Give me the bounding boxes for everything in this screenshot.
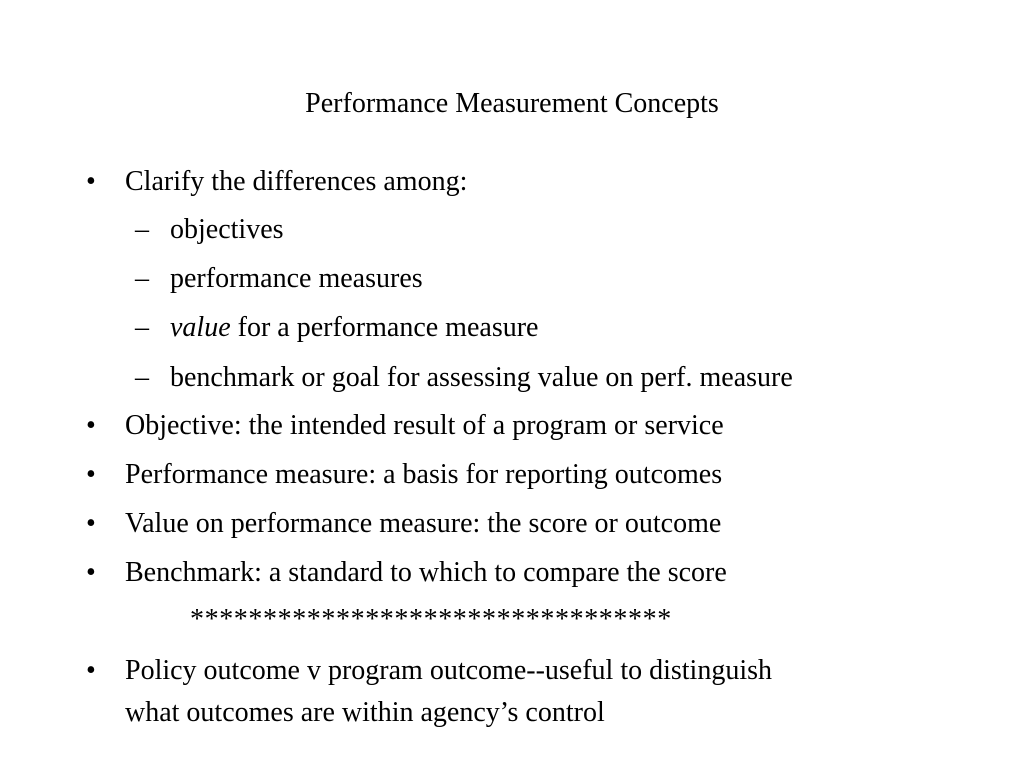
bullet-objective-definition: Objective: the intended result of a program or service bbox=[125, 410, 724, 441]
dash-marker: – bbox=[135, 214, 149, 245]
bullet-marker: • bbox=[86, 655, 96, 686]
value-rest: for a performance measure bbox=[230, 312, 539, 343]
bullet-policy-outcome-line2: what outcomes are within agency’s control bbox=[125, 697, 605, 728]
sub-item-performance-measures: performance measures bbox=[170, 263, 423, 294]
bullet-marker: • bbox=[86, 557, 96, 588]
sub-item-benchmark: benchmark or goal for assessing value on perf. measure bbox=[170, 362, 793, 393]
bullet-marker: • bbox=[86, 166, 96, 197]
dash-marker: – bbox=[135, 312, 149, 343]
sub-item-value bbox=[170, 308, 538, 348]
bullet-policy-outcome-line1: Policy outcome v program outcome--useful to distinguish bbox=[125, 655, 773, 686]
bullet-marker: • bbox=[86, 410, 96, 441]
bullet-value-definition: Value on performance measure: the score or outcome bbox=[125, 508, 722, 539]
bullet-marker: • bbox=[86, 508, 96, 539]
dash-marker: – bbox=[135, 263, 149, 294]
dash-marker: – bbox=[135, 362, 149, 393]
sub-item-objectives: objectives bbox=[170, 214, 284, 245]
value-emphasis: value bbox=[170, 312, 231, 343]
bullet-clarify-differences: Clarify the differences among: bbox=[125, 166, 468, 197]
slide-title: Performance Measurement Concepts bbox=[305, 88, 719, 119]
bullet-performance-measure-definition: Performance measure: a basis for reporting outcomes bbox=[125, 459, 723, 490]
bullet-benchmark-definition: Benchmark: a standard to which to compare the score bbox=[125, 557, 727, 588]
bullet-marker: • bbox=[86, 459, 96, 490]
asterisk-separator: ********************************* bbox=[190, 604, 672, 635]
